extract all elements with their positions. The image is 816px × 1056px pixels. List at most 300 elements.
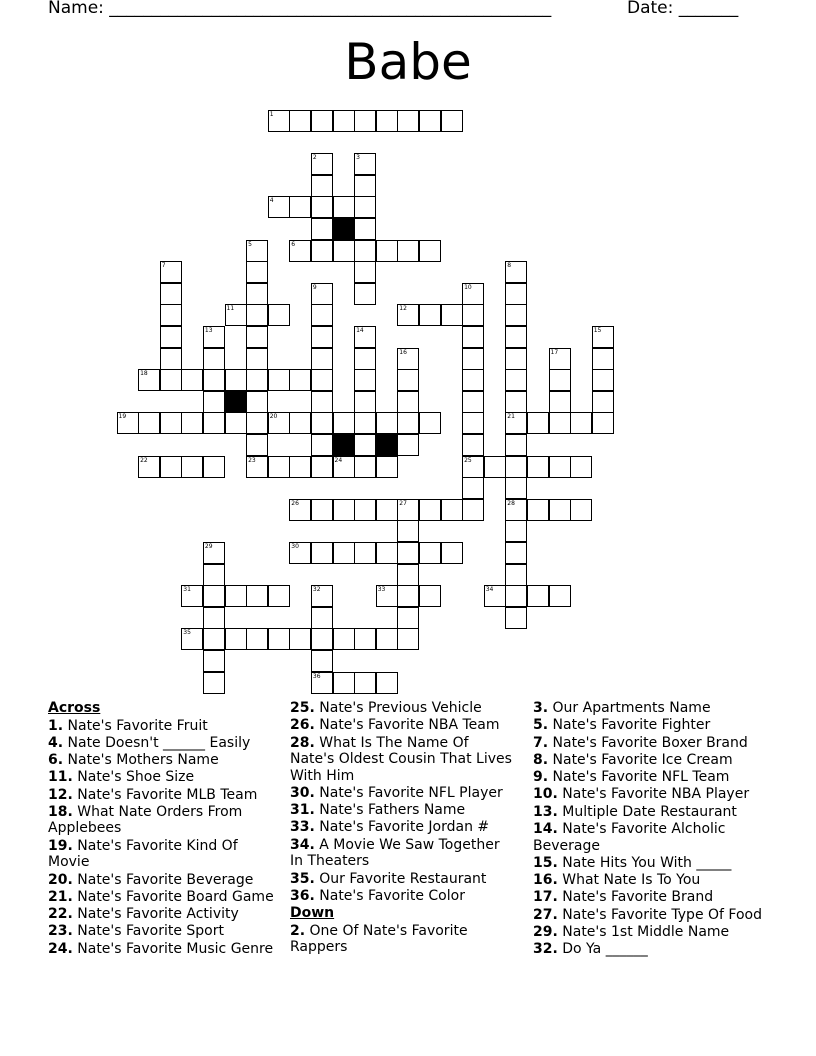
grid-cell[interactable] [549,412,571,434]
cell-number: 14 [356,327,364,334]
across-clue [290,871,515,888]
clue-number: 2. [290,922,306,939]
cell-number: 15 [593,327,602,334]
grid-cell[interactable] [289,196,311,218]
grid-cell[interactable] [549,456,571,478]
down-clue [533,821,773,854]
grid-cell[interactable] [225,628,247,650]
grid-cell[interactable] [376,585,398,607]
down-clue [533,855,773,872]
grid-cell[interactable] [160,261,182,283]
clue-text: Nate's Fathers Name [314,802,466,819]
grid-cell[interactable] [462,412,484,434]
cell-number: 13 [204,327,213,334]
grid-cell[interactable] [397,499,419,521]
grid-cell[interactable] [397,110,419,132]
grid-cell[interactable] [333,456,355,478]
cell-number: 5 [248,240,252,248]
clue-text: Nate's Favorite Sport [72,923,224,940]
clues-column-3 [533,700,773,959]
clue-number: 12. [48,786,73,803]
clue-number: 19. [48,837,73,854]
grid-cell[interactable] [160,326,182,348]
grid-cell[interactable] [354,672,376,694]
grid-cell[interactable] [138,412,160,434]
down-clue [533,769,773,786]
grid-cell[interactable] [354,196,376,218]
grid-cell[interactable] [397,564,419,586]
grid-cell[interactable] [462,434,484,456]
grid-cell[interactable] [268,196,290,218]
grid-cell[interactable] [160,412,182,434]
black-square [333,218,355,240]
grid-cell[interactable] [397,240,419,262]
grid-cell[interactable] [354,218,376,240]
grid-cell[interactable] [592,348,614,370]
clue-number: 11. [48,769,73,786]
grid-cell[interactable] [311,585,333,607]
grid-cell[interactable] [419,499,441,521]
clue-text: Nate's Favorite MLB Team [72,786,258,803]
down-clue [533,700,773,717]
grid-cell[interactable] [505,542,527,564]
cell-number: 4 [269,197,274,205]
grid-cell[interactable] [505,348,527,370]
grid-cell[interactable] [203,585,225,607]
grid-cell[interactable] [246,434,268,456]
grid-cell[interactable] [311,196,333,218]
grid-cell[interactable] [311,499,333,521]
grid-cell[interactable] [354,153,376,175]
grid-cell[interactable] [376,240,398,262]
grid-cell[interactable] [376,628,398,650]
grid-cell[interactable] [289,499,311,521]
clue-text: Nate's Shoe Size [72,769,195,786]
across-clue [48,889,283,906]
clue-number: 22. [48,906,73,923]
clue-number: 32. [533,941,558,958]
grid-cell[interactable] [333,499,355,521]
grid-cell[interactable] [289,542,311,564]
grid-cell[interactable] [333,240,355,262]
grid-cell[interactable] [311,369,333,391]
grid-cell[interactable] [527,585,549,607]
grid-cell[interactable] [289,369,311,391]
grid-cell[interactable] [592,412,614,434]
grid-cell[interactable] [354,391,376,413]
clue-text: Nate's Previous Vehicle [314,700,482,716]
grid-cell[interactable] [354,261,376,283]
across-clue [48,923,283,940]
grid-cell[interactable] [419,304,441,326]
clue-number: 10. [533,786,558,803]
grid-cell[interactable] [311,110,333,132]
grid-cell[interactable] [570,499,592,521]
grid-cell[interactable] [592,369,614,391]
grid-cell[interactable] [354,542,376,564]
clue-number: 18. [48,803,73,820]
grid-cell[interactable] [419,585,441,607]
grid-cell[interactable] [225,304,247,326]
down-clue [533,752,773,769]
grid-cell[interactable] [354,369,376,391]
grid-cell[interactable] [397,304,419,326]
black-square [376,434,398,456]
grid-cell[interactable] [354,283,376,305]
grid-cell[interactable] [311,153,333,175]
grid-cell[interactable] [505,499,527,521]
cell-number: 7 [161,262,166,270]
grid-cell[interactable] [246,369,268,391]
grid-cell[interactable] [397,434,419,456]
grid-cell[interactable] [246,304,268,326]
clue-text: Nate's Favorite Beverage [72,871,254,888]
grid-cell[interactable] [311,542,333,564]
grid-cell[interactable] [181,412,203,434]
grid-cell[interactable] [268,110,290,132]
grid-cell[interactable] [484,456,506,478]
grid-cell[interactable] [203,391,225,413]
grid-cell[interactable] [181,585,203,607]
grid-cell[interactable] [289,412,311,434]
grid-cell[interactable] [505,607,527,629]
cell-number: 11 [226,305,235,313]
grid-cell[interactable] [376,110,398,132]
clue-text: Nate's Favorite Activity [72,906,239,923]
grid-cell[interactable] [311,672,333,694]
grid-cell[interactable] [225,369,247,391]
down-clue [533,735,773,752]
cell-number: 32 [312,586,321,594]
across-clue [48,735,283,752]
grid-cell[interactable] [333,542,355,564]
grid-cell[interactable] [225,412,247,434]
grid-cell[interactable] [138,456,160,478]
grid-cell[interactable] [225,585,247,607]
grid-cell[interactable] [462,369,484,391]
grid-cell[interactable] [549,499,571,521]
grid-cell[interactable] [333,412,355,434]
cell-number: 23 [248,456,256,464]
down-clue [533,872,773,889]
grid-cell[interactable] [505,585,527,607]
cell-number: 16 [399,348,407,356]
cell-number: 18 [140,370,148,378]
grid-cell[interactable] [376,542,398,564]
grid-cell[interactable] [397,412,419,434]
grid-cell[interactable] [570,456,592,478]
grid-cell[interactable] [268,585,290,607]
grid-cell[interactable] [289,110,311,132]
grid-cell[interactable] [354,110,376,132]
grid-cell[interactable] [397,348,419,370]
grid-cell[interactable] [397,369,419,391]
grid-cell[interactable] [268,456,290,478]
cell-number: 10 [464,283,472,291]
grid-cell[interactable] [311,607,333,629]
grid-cell[interactable] [527,499,549,521]
grid-cell[interactable] [246,326,268,348]
clue-number: 8. [533,751,549,768]
clue-number: 26. [290,717,315,734]
grid-cell[interactable] [311,628,333,650]
clue-number: 24. [48,940,73,957]
grid-cell[interactable] [549,585,571,607]
grid-cell[interactable] [311,348,333,370]
grid-cell[interactable] [203,369,225,391]
grid-cell[interactable] [549,391,571,413]
grid-cell[interactable] [354,412,376,434]
grid-cell[interactable] [354,456,376,478]
name-field[interactable]: Name: ____________________________________________________ [48,0,552,18]
grid-cell[interactable] [462,304,484,326]
clue-number: 36. [290,887,315,904]
grid-cell[interactable] [527,456,549,478]
grid-cell[interactable] [160,283,182,305]
grid-cell[interactable] [203,412,225,434]
grid-cell[interactable] [160,348,182,370]
grid-cell[interactable] [203,607,225,629]
grid-cell[interactable] [246,348,268,370]
across-clue [290,837,515,870]
grid-cell[interactable] [203,650,225,672]
grid-cell[interactable] [441,542,463,564]
grid-cell[interactable] [203,564,225,586]
grid-cell[interactable] [246,585,268,607]
clue-text: What Nate Orders From Applebees [48,803,243,837]
grid-cell[interactable] [311,218,333,240]
clue-text: Nate's Favorite Fighter [548,717,711,734]
grid-cell[interactable] [354,499,376,521]
down-clue [533,941,773,958]
grid-cell[interactable] [505,391,527,413]
grid-cell[interactable] [311,456,333,478]
clue-number: 5. [533,717,549,734]
grid-cell[interactable] [441,110,463,132]
clue-number: 35. [290,870,315,887]
grid-cell[interactable] [505,564,527,586]
across-heading: Across [48,700,101,716]
grid-cell[interactable] [268,628,290,650]
grid-cell[interactable] [549,369,571,391]
across-clue [290,700,515,717]
grid-cell[interactable] [203,456,225,478]
grid-cell[interactable] [311,304,333,326]
clue-text: Multiple Date Restaurant [557,803,737,820]
grid-cell[interactable] [397,391,419,413]
grid-cell[interactable] [505,261,527,283]
clue-number: 27. [533,906,558,923]
cell-number: 8 [507,262,512,270]
grid-cell[interactable] [376,456,398,478]
grid-cell[interactable] [246,240,268,262]
grid-cell[interactable] [160,369,182,391]
black-square [225,391,247,413]
grid-cell[interactable] [268,369,290,391]
grid-cell[interactable] [441,304,463,326]
grid-cell[interactable] [203,542,225,564]
clue-number: 21. [48,888,73,905]
grid-cell[interactable] [419,542,441,564]
grid-cell[interactable] [268,412,290,434]
grid-cell[interactable] [289,456,311,478]
clue-text: Nate Doesn't ______ Easily [63,734,251,751]
grid-cell[interactable] [333,196,355,218]
clue-text: Nate's Favorite Color [314,887,465,904]
grid-cell[interactable] [160,456,182,478]
grid-cell[interactable] [246,261,268,283]
grid-cell[interactable] [311,412,333,434]
grid-cell[interactable] [246,283,268,305]
grid-cell[interactable] [376,412,398,434]
grid-cell[interactable] [311,434,333,456]
cell-number: 29 [204,543,213,550]
grid-cell[interactable] [311,240,333,262]
grid-cell[interactable] [505,412,527,434]
clue-text: Nate's Favorite Board Game [72,888,274,905]
grid-cell[interactable] [311,326,333,348]
clues-column-2 [290,700,515,956]
cell-number: 9 [312,283,317,291]
clue-number: 31. [290,802,315,819]
grid-cell[interactable] [311,175,333,197]
grid-cell[interactable] [289,240,311,262]
cell-number: 36 [312,672,321,680]
grid-cell[interactable] [505,477,527,499]
grid-cell[interactable] [397,628,419,650]
grid-cell[interactable] [117,412,139,434]
grid-cell[interactable] [505,456,527,478]
grid-cell[interactable] [376,499,398,521]
grid-cell[interactable] [462,391,484,413]
grid-cell[interactable] [181,456,203,478]
grid-cell[interactable] [397,607,419,629]
cell-number: 3 [356,154,360,162]
grid-cell[interactable] [333,672,355,694]
grid-cell[interactable] [246,412,268,434]
grid-cell[interactable] [246,391,268,413]
grid-cell[interactable] [203,672,225,694]
grid-cell[interactable] [203,628,225,650]
grid-cell[interactable] [570,412,592,434]
grid-cell[interactable] [462,348,484,370]
grid-cell[interactable] [333,628,355,650]
grid-cell[interactable] [376,672,398,694]
grid-cell[interactable] [505,434,527,456]
grid-cell[interactable] [333,110,355,132]
grid-cell[interactable] [527,412,549,434]
grid-cell[interactable] [419,110,441,132]
grid-cell[interactable] [311,650,333,672]
grid-cell[interactable] [354,175,376,197]
clue-text: Nate's Favorite NBA Team [314,717,500,734]
cell-number: 35 [183,629,191,637]
grid-cell[interactable] [246,456,268,478]
clue-text: Nate's Favorite Alcholic Beverage [533,821,726,854]
down-clue [533,804,773,821]
grid-cell[interactable] [181,628,203,650]
grid-cell[interactable] [592,391,614,413]
grid-cell[interactable] [505,369,527,391]
grid-cell[interactable] [549,348,571,370]
across-clue [290,735,515,785]
grid-cell[interactable] [505,283,527,305]
clue-number: 6. [48,752,64,769]
grid-cell[interactable] [354,628,376,650]
cell-number: 22 [140,456,148,464]
across-clue [290,819,515,836]
grid-cell[interactable] [505,304,527,326]
clue-number: 16. [533,872,558,889]
cell-number: 31 [183,586,191,594]
clue-text: Nate's Mothers Name [63,752,219,769]
grid-cell[interactable] [354,326,376,348]
grid-cell[interactable] [311,283,333,305]
clue-number: 1. [48,717,64,734]
grid-cell[interactable] [203,348,225,370]
clue-text: Nate's Favorite Ice Cream [548,751,733,768]
grid-cell[interactable] [484,585,506,607]
cell-number: 20 [269,413,278,421]
grid-cell[interactable] [462,283,484,305]
grid-cell[interactable] [203,326,225,348]
clue-number: 29. [533,924,558,941]
clue-text: Nate's Favorite Music Genre [72,940,274,957]
clue-number: 34. [290,836,315,853]
cell-number: 1 [269,111,274,118]
clue-number: 13. [533,803,558,820]
grid-cell[interactable] [505,520,527,542]
cell-number: 19 [118,413,127,421]
grid-cell[interactable] [397,542,419,564]
grid-cell[interactable] [354,240,376,262]
across-clue [48,804,283,837]
clues-column-1 [48,700,283,958]
grid-cell[interactable] [592,326,614,348]
grid-cell[interactable] [419,240,441,262]
cell-number: 17 [550,348,559,356]
grid-cell[interactable] [138,369,160,391]
grid-cell[interactable] [311,391,333,413]
grid-cell[interactable] [268,304,290,326]
clue-number: 4. [48,734,64,751]
grid-cell[interactable] [246,628,268,650]
grid-cell[interactable] [181,369,203,391]
grid-cell[interactable] [462,456,484,478]
grid-cell[interactable] [419,412,441,434]
grid-cell[interactable] [160,304,182,326]
cell-number: 25 [464,456,472,464]
grid-cell[interactable] [397,520,419,542]
grid-cell[interactable] [354,348,376,370]
across-clue [48,769,283,786]
grid-cell[interactable] [462,499,484,521]
grid-cell[interactable] [354,434,376,456]
across-clue [48,838,283,871]
grid-cell[interactable] [397,585,419,607]
grid-cell[interactable] [441,499,463,521]
grid-cell[interactable] [462,326,484,348]
across-clue [290,888,515,905]
clue-number: 30. [290,784,315,801]
grid-cell[interactable] [289,628,311,650]
grid-cell[interactable] [462,477,484,499]
grid-cell[interactable] [505,326,527,348]
cell-number: 12 [399,305,407,313]
date-field[interactable]: Date: _______ [627,0,739,18]
clue-number: 28. [290,734,315,751]
clue-text: Our Favorite Restaurant [314,870,487,887]
